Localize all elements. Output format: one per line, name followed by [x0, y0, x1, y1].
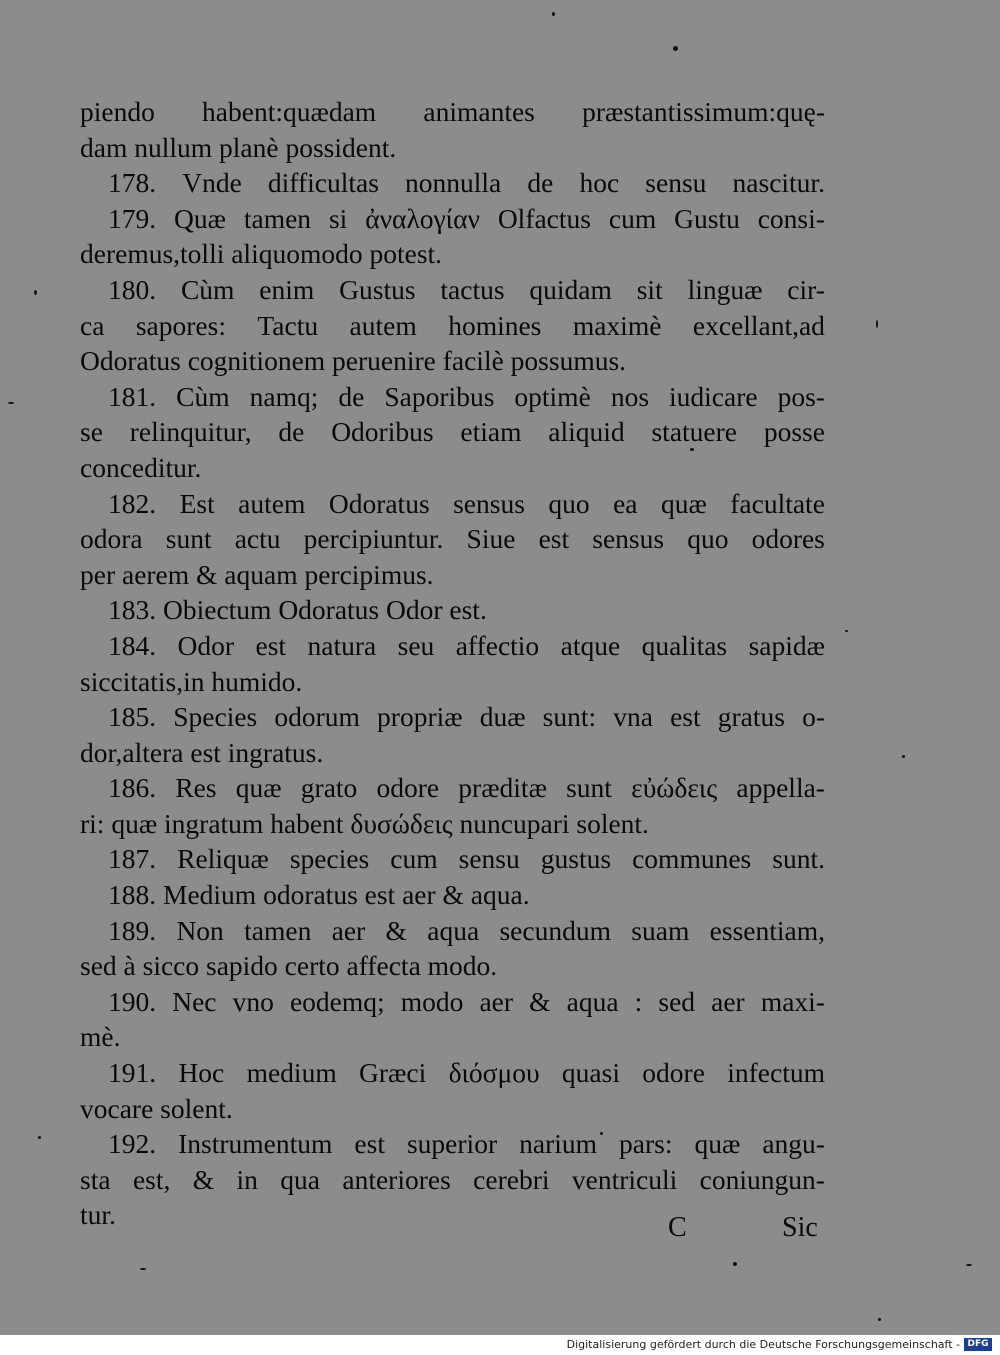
line-word: Non	[176, 914, 224, 946]
text-line	[80, 1162, 825, 1198]
text-line	[80, 806, 825, 842]
line-text: Odoratus cognitionem peruenire facilè possumus.	[80, 345, 627, 377]
line-word: affectio	[455, 629, 540, 661]
line-word: consi-	[757, 202, 825, 234]
line-text: tur.	[80, 1199, 116, 1231]
text-line	[80, 1126, 825, 1162]
line-word: tactus	[440, 273, 505, 305]
line-word: autem	[349, 309, 417, 341]
line-word: actu	[234, 523, 281, 555]
scan-speck	[902, 755, 905, 758]
line-word: eodemq;	[289, 985, 385, 1017]
line-word: species	[289, 843, 370, 875]
line-word: Græci	[359, 1057, 427, 1089]
line-word: secundum	[499, 914, 611, 946]
line-word: percipiuntur.	[303, 523, 444, 555]
line-word: qua	[280, 1163, 320, 1195]
line-word: aliquid	[548, 416, 625, 448]
line-text: vocare solent.	[80, 1092, 233, 1124]
line-word: homines	[448, 309, 542, 341]
line-word: nos	[610, 380, 650, 412]
text-line	[80, 735, 825, 771]
line-word: Quæ	[174, 202, 226, 234]
text-line	[80, 343, 825, 379]
text-line	[80, 272, 825, 308]
line-word: modo	[400, 985, 464, 1017]
line-word: posse	[763, 416, 825, 448]
text-line	[80, 450, 825, 486]
line-word: superior	[406, 1128, 498, 1160]
scan-speck	[600, 1132, 603, 1135]
line-word: infectum	[727, 1057, 825, 1089]
line-word: aer	[331, 914, 366, 946]
line-word: autem	[238, 487, 306, 519]
text-line	[80, 664, 825, 700]
line-word: pos-	[777, 380, 825, 412]
text-line	[80, 521, 825, 557]
line-word: quo	[687, 523, 729, 555]
line-text: deremus,tolli aliquomodo potest.	[80, 238, 443, 270]
line-text: 183. Obiectum Odoratus Odor est.	[108, 594, 487, 626]
line-word: si	[328, 202, 348, 234]
line-word: tamen	[244, 914, 312, 946]
line-word: suam	[631, 914, 690, 946]
line-word: :	[634, 985, 643, 1017]
line-word: o-	[802, 701, 825, 733]
scan-speck	[690, 448, 694, 451]
line-word: 178.	[108, 167, 157, 199]
text-line	[80, 841, 825, 877]
line-word: odores	[751, 523, 825, 555]
line-word: ca	[80, 309, 105, 341]
line-word: gustus	[540, 843, 612, 875]
line-word: sapidæ	[748, 629, 825, 661]
text-line	[80, 948, 825, 984]
line-word: excellant,ad	[692, 309, 825, 341]
text-line	[80, 913, 825, 949]
line-word: Species	[173, 701, 258, 733]
text-line	[80, 414, 825, 450]
catchword: Sic	[782, 1212, 818, 1243]
line-word: atque	[560, 629, 621, 661]
line-word: statuere	[651, 416, 737, 448]
line-word: Odoratus	[328, 487, 430, 519]
line-text: dor,altera est ingratus.	[80, 736, 324, 768]
line-word: quidam	[529, 273, 612, 305]
line-word: enim	[259, 273, 315, 305]
line-word: Hoc	[178, 1057, 225, 1089]
line-word: narium	[519, 1128, 598, 1160]
line-word: ventriculi	[571, 1163, 678, 1195]
line-word: quasi	[561, 1057, 620, 1089]
line-word: namq;	[249, 380, 319, 412]
text-line	[80, 94, 825, 130]
line-word: difficultas	[267, 167, 379, 199]
line-text: mè.	[80, 1021, 121, 1053]
text-line	[80, 877, 825, 913]
line-word: 185.	[108, 701, 157, 733]
text-line	[80, 592, 825, 628]
line-word: nascitur.	[732, 167, 825, 199]
line-word: Gustus	[339, 273, 416, 305]
line-word: seu	[397, 629, 435, 661]
line-word: in	[236, 1163, 258, 1195]
line-text: 188. Medium odoratus est aer & aqua.	[108, 879, 530, 911]
text-line	[80, 1055, 825, 1091]
line-text: per aerem & aquam percipimus.	[80, 558, 434, 590]
line-word: Odor	[177, 629, 235, 661]
text-line	[80, 699, 825, 735]
text-line	[80, 308, 825, 344]
line-word: vna	[613, 701, 653, 733]
line-word: Cùm	[176, 380, 230, 412]
line-word: etiam	[460, 416, 522, 448]
line-word: præditæ	[458, 772, 547, 804]
line-word: 184.	[108, 629, 157, 661]
line-word: de	[338, 380, 365, 412]
line-word: Siue	[466, 523, 516, 555]
line-word: Res	[175, 772, 217, 804]
line-text: siccitatis,in humido.	[80, 665, 303, 697]
scan-speck	[966, 1264, 972, 1266]
line-word: sensu	[458, 843, 520, 875]
scan-speck	[140, 1268, 146, 1270]
line-word: anteriores	[342, 1163, 451, 1195]
line-word: sed	[658, 985, 696, 1017]
line-word: ἀναλογίαν	[365, 202, 480, 234]
text-line	[80, 1019, 825, 1055]
dfg-logo: DFG	[964, 1338, 992, 1351]
line-word: qualitas	[641, 629, 728, 661]
line-word: &	[529, 985, 551, 1017]
line-word: cir-	[787, 273, 825, 305]
line-word: habent:quædam	[202, 96, 377, 127]
line-word: appella-	[736, 772, 825, 804]
line-word: 191.	[108, 1057, 157, 1089]
line-word: grato	[300, 772, 358, 804]
text-line	[80, 557, 825, 593]
text-line	[80, 201, 825, 237]
footer-credit: Digitalisierung gefördert durch die Deutsche Forschungsgemeinschaft -	[566, 1338, 960, 1351]
line-word: gratus	[717, 701, 785, 733]
line-text: conceditur.	[80, 451, 202, 483]
line-word: 187.	[108, 843, 157, 875]
line-word: sta	[80, 1163, 111, 1195]
line-word: Saporibus	[384, 380, 495, 412]
line-word: pars:	[619, 1128, 673, 1160]
line-word: aer	[479, 985, 514, 1017]
line-word: Est	[179, 487, 215, 519]
line-word: est	[670, 701, 701, 733]
line-word: quo	[548, 487, 590, 519]
line-word: 179.	[108, 202, 157, 234]
scan-speck	[38, 1136, 41, 1139]
line-word: est	[354, 1128, 385, 1160]
line-word: odora	[80, 523, 143, 555]
signature-mark: C	[668, 1212, 687, 1243]
text-line	[80, 130, 825, 166]
line-word: 190.	[108, 985, 157, 1017]
line-word: ea	[613, 487, 638, 519]
line-word: optimè	[514, 380, 591, 412]
line-text: dam nullum planè possident.	[80, 131, 397, 163]
line-word: quæ	[235, 772, 282, 804]
line-word: 182.	[108, 487, 157, 519]
line-word: sunt.	[772, 843, 825, 875]
line-word: διόσμου	[448, 1057, 540, 1089]
line-word: sit	[636, 273, 663, 305]
line-word: Tactu	[257, 309, 319, 341]
text-line	[80, 628, 825, 664]
line-word: est	[255, 629, 287, 661]
line-word: nonnulla	[405, 167, 502, 199]
text-line	[80, 236, 825, 272]
line-word: &	[385, 914, 407, 946]
line-word: maxi-	[760, 985, 825, 1017]
scan-speck	[552, 12, 555, 16]
line-word: coniungun-	[699, 1163, 825, 1195]
line-word: vno	[232, 985, 274, 1017]
line-word: communes	[632, 843, 752, 875]
line-word: 192.	[108, 1128, 157, 1160]
line-word: animantes	[423, 96, 535, 127]
line-word: piendo	[80, 96, 155, 127]
line-word: aqua	[566, 985, 619, 1017]
scan-speck	[733, 1262, 737, 1266]
line-word: odorum	[274, 701, 360, 733]
line-word: Instrumentum	[178, 1128, 333, 1160]
line-word: quæ	[694, 1128, 741, 1160]
line-word: est,	[132, 1163, 171, 1195]
scan-speck	[8, 402, 14, 404]
line-text: sed à sicco sapido certo affecta modo.	[80, 950, 498, 982]
line-text: ri: quæ ingratum habent δυσώδεις nuncupari solent.	[80, 807, 649, 839]
line-word: se	[80, 416, 103, 448]
line-word: iudicare	[669, 380, 758, 412]
line-word: 180.	[108, 273, 157, 305]
scan-speck	[673, 46, 678, 51]
text-line	[80, 165, 825, 201]
text-line	[80, 379, 825, 415]
line-word: maximè	[572, 309, 662, 341]
line-word: sunt	[566, 772, 612, 804]
line-word: sensu	[645, 167, 707, 199]
line-word: medium	[246, 1057, 337, 1089]
text-line	[80, 984, 825, 1020]
line-word: relinquitur,	[129, 416, 252, 448]
line-word: est	[538, 523, 570, 555]
line-word: odore	[642, 1057, 705, 1089]
line-word: Reliquæ	[177, 843, 269, 875]
line-word: cum	[608, 202, 657, 234]
text-line	[80, 1091, 825, 1127]
text-line	[80, 770, 825, 806]
line-word: essentiam,	[709, 914, 825, 946]
scan-speck	[845, 630, 848, 632]
line-word: &	[192, 1163, 215, 1195]
body-text	[80, 94, 825, 1233]
line-word: 186.	[108, 772, 157, 804]
line-word: de	[527, 167, 554, 199]
line-word: Gustu	[674, 202, 740, 234]
line-word: 189.	[108, 914, 157, 946]
line-word: Olfactus	[497, 202, 591, 234]
line-word: tamen	[243, 202, 312, 234]
line-word: 181.	[108, 380, 157, 412]
line-word: sapores:	[135, 309, 226, 341]
scan-speck	[34, 290, 37, 295]
catchword-line	[0, 1212, 1000, 1252]
line-word: sensus	[453, 487, 525, 519]
line-word: propriæ	[377, 701, 463, 733]
line-word: facultate	[730, 487, 825, 519]
line-word: hoc	[579, 167, 620, 199]
line-word: Odoribus	[331, 416, 434, 448]
line-word: quæ	[660, 487, 707, 519]
line-word: εὐώδεις	[631, 772, 718, 804]
line-word: duæ	[479, 701, 526, 733]
line-word: cum	[390, 843, 438, 875]
digitization-footer	[0, 1335, 1000, 1355]
line-word: sensus	[592, 523, 665, 555]
line-word: natura	[307, 629, 377, 661]
line-word: cerebri	[473, 1163, 550, 1195]
line-word: linguæ	[687, 273, 763, 305]
line-word: sunt:	[542, 701, 597, 733]
line-word: sunt	[165, 523, 212, 555]
line-word: aer	[711, 985, 745, 1017]
line-word: aqua	[427, 914, 480, 946]
scan-speck	[878, 1318, 881, 1321]
line-word: de	[278, 416, 305, 448]
scan-speck	[876, 320, 878, 328]
line-word: odore	[376, 772, 440, 804]
line-word: præstantissimum:quę-	[582, 96, 825, 127]
line-word: Vnde	[182, 167, 242, 199]
line-word: angu-	[762, 1128, 825, 1160]
line-word: Nec	[172, 985, 217, 1017]
text-line	[80, 486, 825, 522]
line-word: Cùm	[180, 273, 235, 305]
